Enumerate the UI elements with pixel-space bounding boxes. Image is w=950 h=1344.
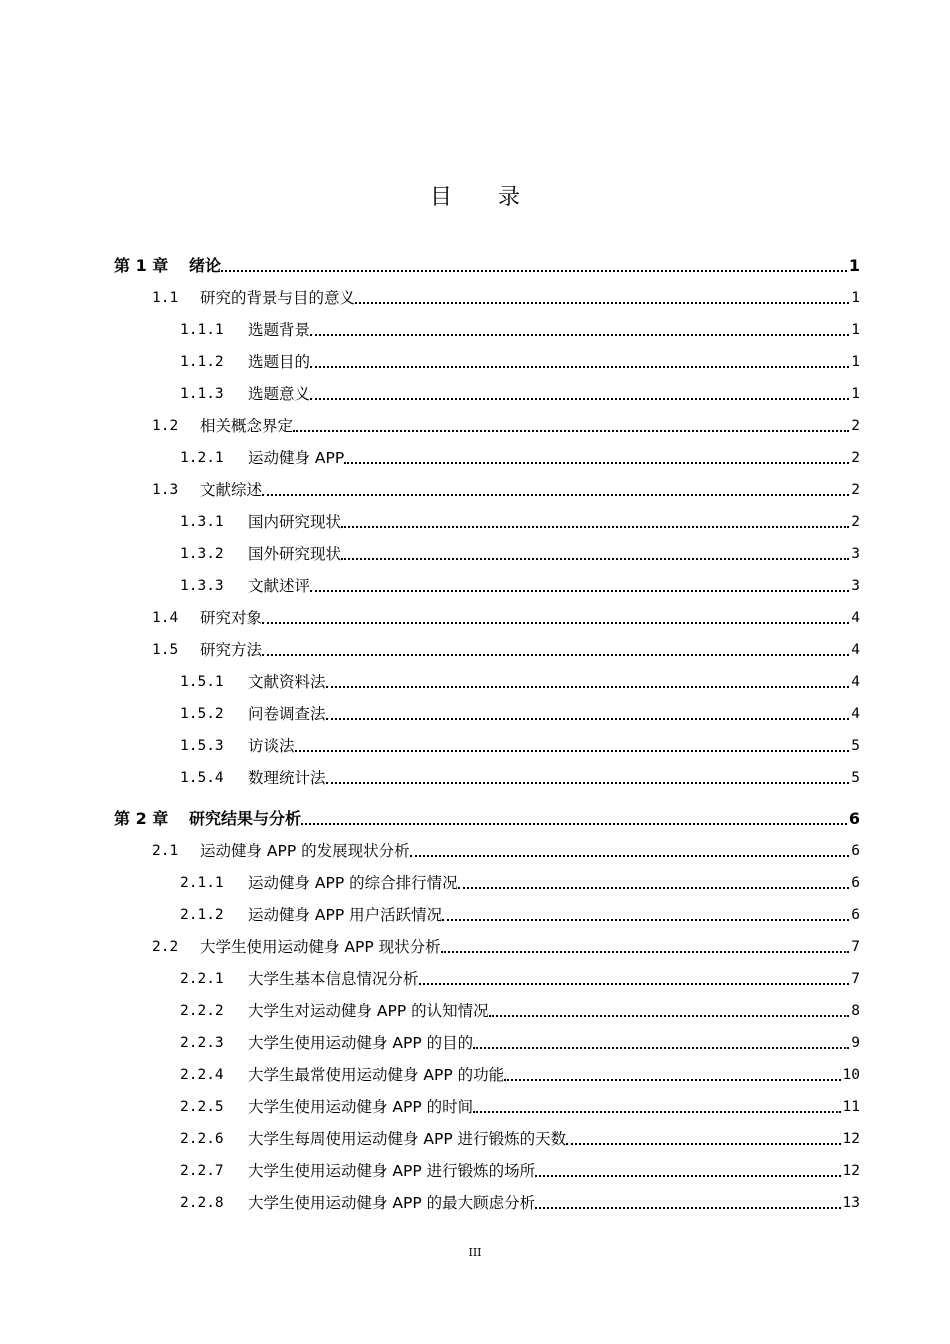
toc-entry-title: 问卷调查法 — [248, 705, 326, 723]
toc-entry-page: 7 — [851, 939, 860, 955]
toc-entry-page: 6 — [851, 875, 860, 891]
toc-entry-number: 1.5.3 — [180, 738, 224, 754]
toc-entry-number: 2.2.4 — [180, 1067, 224, 1083]
toc-dot-leader — [535, 1175, 840, 1177]
toc-entry-number: 2.1 — [152, 843, 179, 859]
toc-entry-page: 2 — [851, 418, 860, 434]
toc-chapter-entry[interactable] — [114, 796, 860, 828]
toc-subsection-entry[interactable] — [114, 723, 860, 755]
toc-subsection-entry[interactable] — [114, 531, 860, 563]
toc-entry-number: 2.2.3 — [180, 1035, 224, 1051]
toc-dot-leader — [326, 686, 850, 688]
toc-entry-number: 2.1.2 — [180, 907, 224, 923]
toc-entry-title: 国外研究现状 — [248, 545, 342, 563]
toc-dot-leader — [262, 622, 849, 624]
toc-entry-number: 1.3.3 — [180, 578, 224, 594]
toc-entry-number: 1.5.4 — [180, 770, 224, 786]
toc-entry-number: 第 2 章 — [114, 809, 169, 828]
toc-entry-number: 1.1.3 — [180, 386, 224, 402]
toc-entry-title: 大学生每周使用运动健身 APP 进行锻炼的天数 — [248, 1130, 567, 1148]
toc-section-entry[interactable] — [114, 467, 860, 499]
toc-entry-number: 1.3 — [152, 482, 179, 498]
toc-dot-leader — [410, 855, 850, 857]
toc-entry-number: 2.2.8 — [180, 1195, 224, 1211]
toc-dot-leader — [262, 494, 849, 496]
toc-entry-page: 12 — [842, 1131, 860, 1147]
toc-entry-page: 4 — [851, 674, 860, 690]
toc-title-char-1: 目 — [429, 185, 452, 210]
toc-entry-title: 大学生对运动健身 APP 的认知情况 — [248, 1002, 489, 1020]
toc-dot-leader — [326, 718, 850, 720]
toc-entry-title: 文献综述 — [200, 481, 263, 499]
toc-entry-title: 文献述评 — [248, 577, 311, 595]
toc-entry-number: 1.3.2 — [180, 546, 224, 562]
toc-subsection-entry[interactable] — [114, 1180, 860, 1212]
toc-dot-leader — [504, 1079, 840, 1081]
toc-dot-leader — [489, 1015, 850, 1017]
toc-subsection-entry[interactable] — [114, 755, 860, 787]
toc-entry-page: 4 — [851, 610, 860, 626]
toc-subsection-entry[interactable] — [114, 1020, 860, 1052]
toc-subsection-entry[interactable] — [114, 988, 860, 1020]
toc-dot-leader — [473, 1111, 840, 1113]
toc-entry-page: 1 — [851, 386, 860, 402]
toc-entry-page: 13 — [842, 1195, 860, 1211]
toc-entry-title: 选题意义 — [248, 385, 311, 403]
toc-subsection-entry[interactable] — [114, 659, 860, 691]
toc-title — [0, 180, 950, 211]
toc-entry-page: 3 — [851, 578, 860, 594]
toc-entry-title: 研究方法 — [200, 641, 263, 659]
toc-section-entry[interactable] — [114, 828, 860, 860]
toc-section-entry[interactable] — [114, 924, 860, 956]
toc-entry-title: 大学生使用运动健身 APP 的目的 — [248, 1034, 474, 1052]
toc-dot-leader — [344, 462, 849, 464]
toc-subsection-entry[interactable] — [114, 435, 860, 467]
table-of-contents — [114, 243, 860, 1212]
toc-entry-page: 1 — [851, 354, 860, 370]
toc-entry-page: 9 — [851, 1035, 860, 1051]
toc-entry-page: 5 — [851, 770, 860, 786]
toc-entry-number: 1.1 — [152, 290, 179, 306]
toc-title-char-2: 录 — [498, 185, 521, 210]
toc-entry-page: 2 — [851, 450, 860, 466]
toc-entry-title: 大学生使用运动健身 APP 的时间 — [248, 1098, 474, 1116]
toc-entry-title: 研究结果与分析 — [189, 809, 302, 828]
toc-entry-title: 绪论 — [189, 256, 222, 275]
toc-entry-page: 7 — [851, 971, 860, 987]
toc-entry-title: 运动健身 APP 的综合排行情况 — [248, 874, 458, 892]
toc-dot-leader — [442, 919, 849, 921]
toc-entry-page: 3 — [851, 546, 860, 562]
toc-entry-number: 2.2 — [152, 939, 179, 955]
toc-section-entry[interactable] — [114, 403, 860, 435]
toc-entry-page: 1 — [848, 256, 860, 275]
toc-dot-leader — [341, 558, 849, 560]
page-footer-number: III — [468, 1246, 482, 1259]
toc-entry-number: 1.5.2 — [180, 706, 224, 722]
toc-entry-page: 8 — [851, 1003, 860, 1019]
toc-dot-leader — [419, 983, 850, 985]
toc-entry-number: 2.2.7 — [180, 1163, 224, 1179]
toc-entry-number: 1.5 — [152, 642, 179, 658]
toc-dot-leader — [310, 334, 849, 336]
toc-dot-leader — [458, 887, 850, 889]
toc-entry-title: 运动健身 APP 用户活跃情况 — [248, 906, 443, 924]
toc-dot-leader — [473, 1047, 849, 1049]
toc-subsection-entry[interactable] — [114, 563, 860, 595]
toc-entry-page: 11 — [842, 1099, 860, 1115]
toc-entry-page: 5 — [851, 738, 860, 754]
toc-dot-leader — [326, 782, 850, 784]
toc-subsection-entry[interactable] — [114, 691, 860, 723]
toc-subsection-entry[interactable] — [114, 892, 860, 924]
toc-section-entry[interactable] — [114, 627, 860, 659]
toc-dot-leader — [221, 270, 847, 272]
toc-subsection-entry[interactable] — [114, 371, 860, 403]
toc-dot-leader — [295, 750, 850, 752]
toc-entry-page: 10 — [842, 1067, 860, 1083]
toc-entry-page: 6 — [851, 843, 860, 859]
toc-dot-leader — [310, 366, 849, 368]
toc-entry-number: 2.2.2 — [180, 1003, 224, 1019]
toc-entry-title: 选题背景 — [248, 321, 311, 339]
toc-dot-leader — [441, 951, 850, 953]
toc-entry-number: 2.2.5 — [180, 1099, 224, 1115]
toc-entry-number: 2.1.1 — [180, 875, 224, 891]
toc-entry-number: 1.3.1 — [180, 514, 224, 530]
toc-entry-title: 研究的背景与目的意义 — [200, 289, 356, 307]
toc-entry-title: 文献资料法 — [248, 673, 326, 691]
toc-entry-title: 研究对象 — [200, 609, 263, 627]
toc-entry-number: 1.2 — [152, 418, 179, 434]
toc-dot-leader — [341, 526, 849, 528]
toc-section-entry[interactable] — [114, 275, 860, 307]
toc-subsection-entry[interactable] — [114, 339, 860, 371]
toc-entry-page: 1 — [851, 290, 860, 306]
toc-entry-title: 数理统计法 — [248, 769, 326, 787]
toc-section-entry[interactable] — [114, 595, 860, 627]
toc-subsection-entry[interactable] — [114, 956, 860, 988]
toc-entry-page: 6 — [851, 907, 860, 923]
toc-entry-title: 大学生最常使用运动健身 APP 的功能 — [248, 1066, 505, 1084]
toc-entry-title: 大学生基本信息情况分析 — [248, 970, 419, 988]
toc-entry-page: 6 — [848, 809, 860, 828]
toc-subsection-entry[interactable] — [114, 1084, 860, 1116]
toc-dot-leader — [293, 430, 849, 432]
toc-entry-title: 大学生使用运动健身 APP 的最大顾虑分析 — [248, 1194, 536, 1212]
toc-entry-page: 12 — [842, 1163, 860, 1179]
toc-dot-leader — [262, 654, 849, 656]
toc-entry-page: 4 — [851, 642, 860, 658]
toc-entry-title: 运动健身 APP 的发展现状分析 — [200, 842, 410, 860]
toc-dot-leader — [535, 1207, 840, 1209]
toc-subsection-entry[interactable] — [114, 1116, 860, 1148]
toc-entry-number: 2.2.1 — [180, 971, 224, 987]
toc-entry-number: 1.5.1 — [180, 674, 224, 690]
toc-entry-number: 1.1.2 — [180, 354, 224, 370]
toc-subsection-entry[interactable] — [114, 499, 860, 531]
toc-entry-title: 相关概念界定 — [200, 417, 294, 435]
toc-dot-leader — [355, 302, 849, 304]
toc-entry-page: 4 — [851, 706, 860, 722]
toc-entry-page: 1 — [851, 322, 860, 338]
toc-subsection-entry[interactable] — [114, 1148, 860, 1180]
toc-entry-title: 国内研究现状 — [248, 513, 342, 531]
toc-subsection-entry[interactable] — [114, 1052, 860, 1084]
toc-entry-page: 2 — [851, 514, 860, 530]
toc-entry-title: 选题目的 — [248, 353, 311, 371]
toc-chapter-entry[interactable] — [114, 243, 860, 275]
toc-entry-title: 大学生使用运动健身 APP 进行锻炼的场所 — [248, 1162, 536, 1180]
toc-dot-leader — [310, 590, 849, 592]
toc-subsection-entry[interactable] — [114, 860, 860, 892]
toc-entry-page: 2 — [851, 482, 860, 498]
toc-entry-number: 2.2.6 — [180, 1131, 224, 1147]
toc-dot-leader — [566, 1143, 840, 1145]
toc-entry-number: 第 1 章 — [114, 256, 169, 275]
toc-subsection-entry[interactable] — [114, 307, 860, 339]
toc-dot-leader — [301, 823, 847, 825]
toc-entry-number: 1.1.1 — [180, 322, 224, 338]
toc-entry-number: 1.2.1 — [180, 450, 224, 466]
toc-entry-number: 1.4 — [152, 610, 179, 626]
toc-entry-title: 大学生使用运动健身 APP 现状分析 — [200, 938, 441, 956]
toc-dot-leader — [310, 398, 849, 400]
toc-entry-title: 访谈法 — [248, 737, 295, 755]
toc-entry-title: 运动健身 APP — [248, 449, 345, 467]
